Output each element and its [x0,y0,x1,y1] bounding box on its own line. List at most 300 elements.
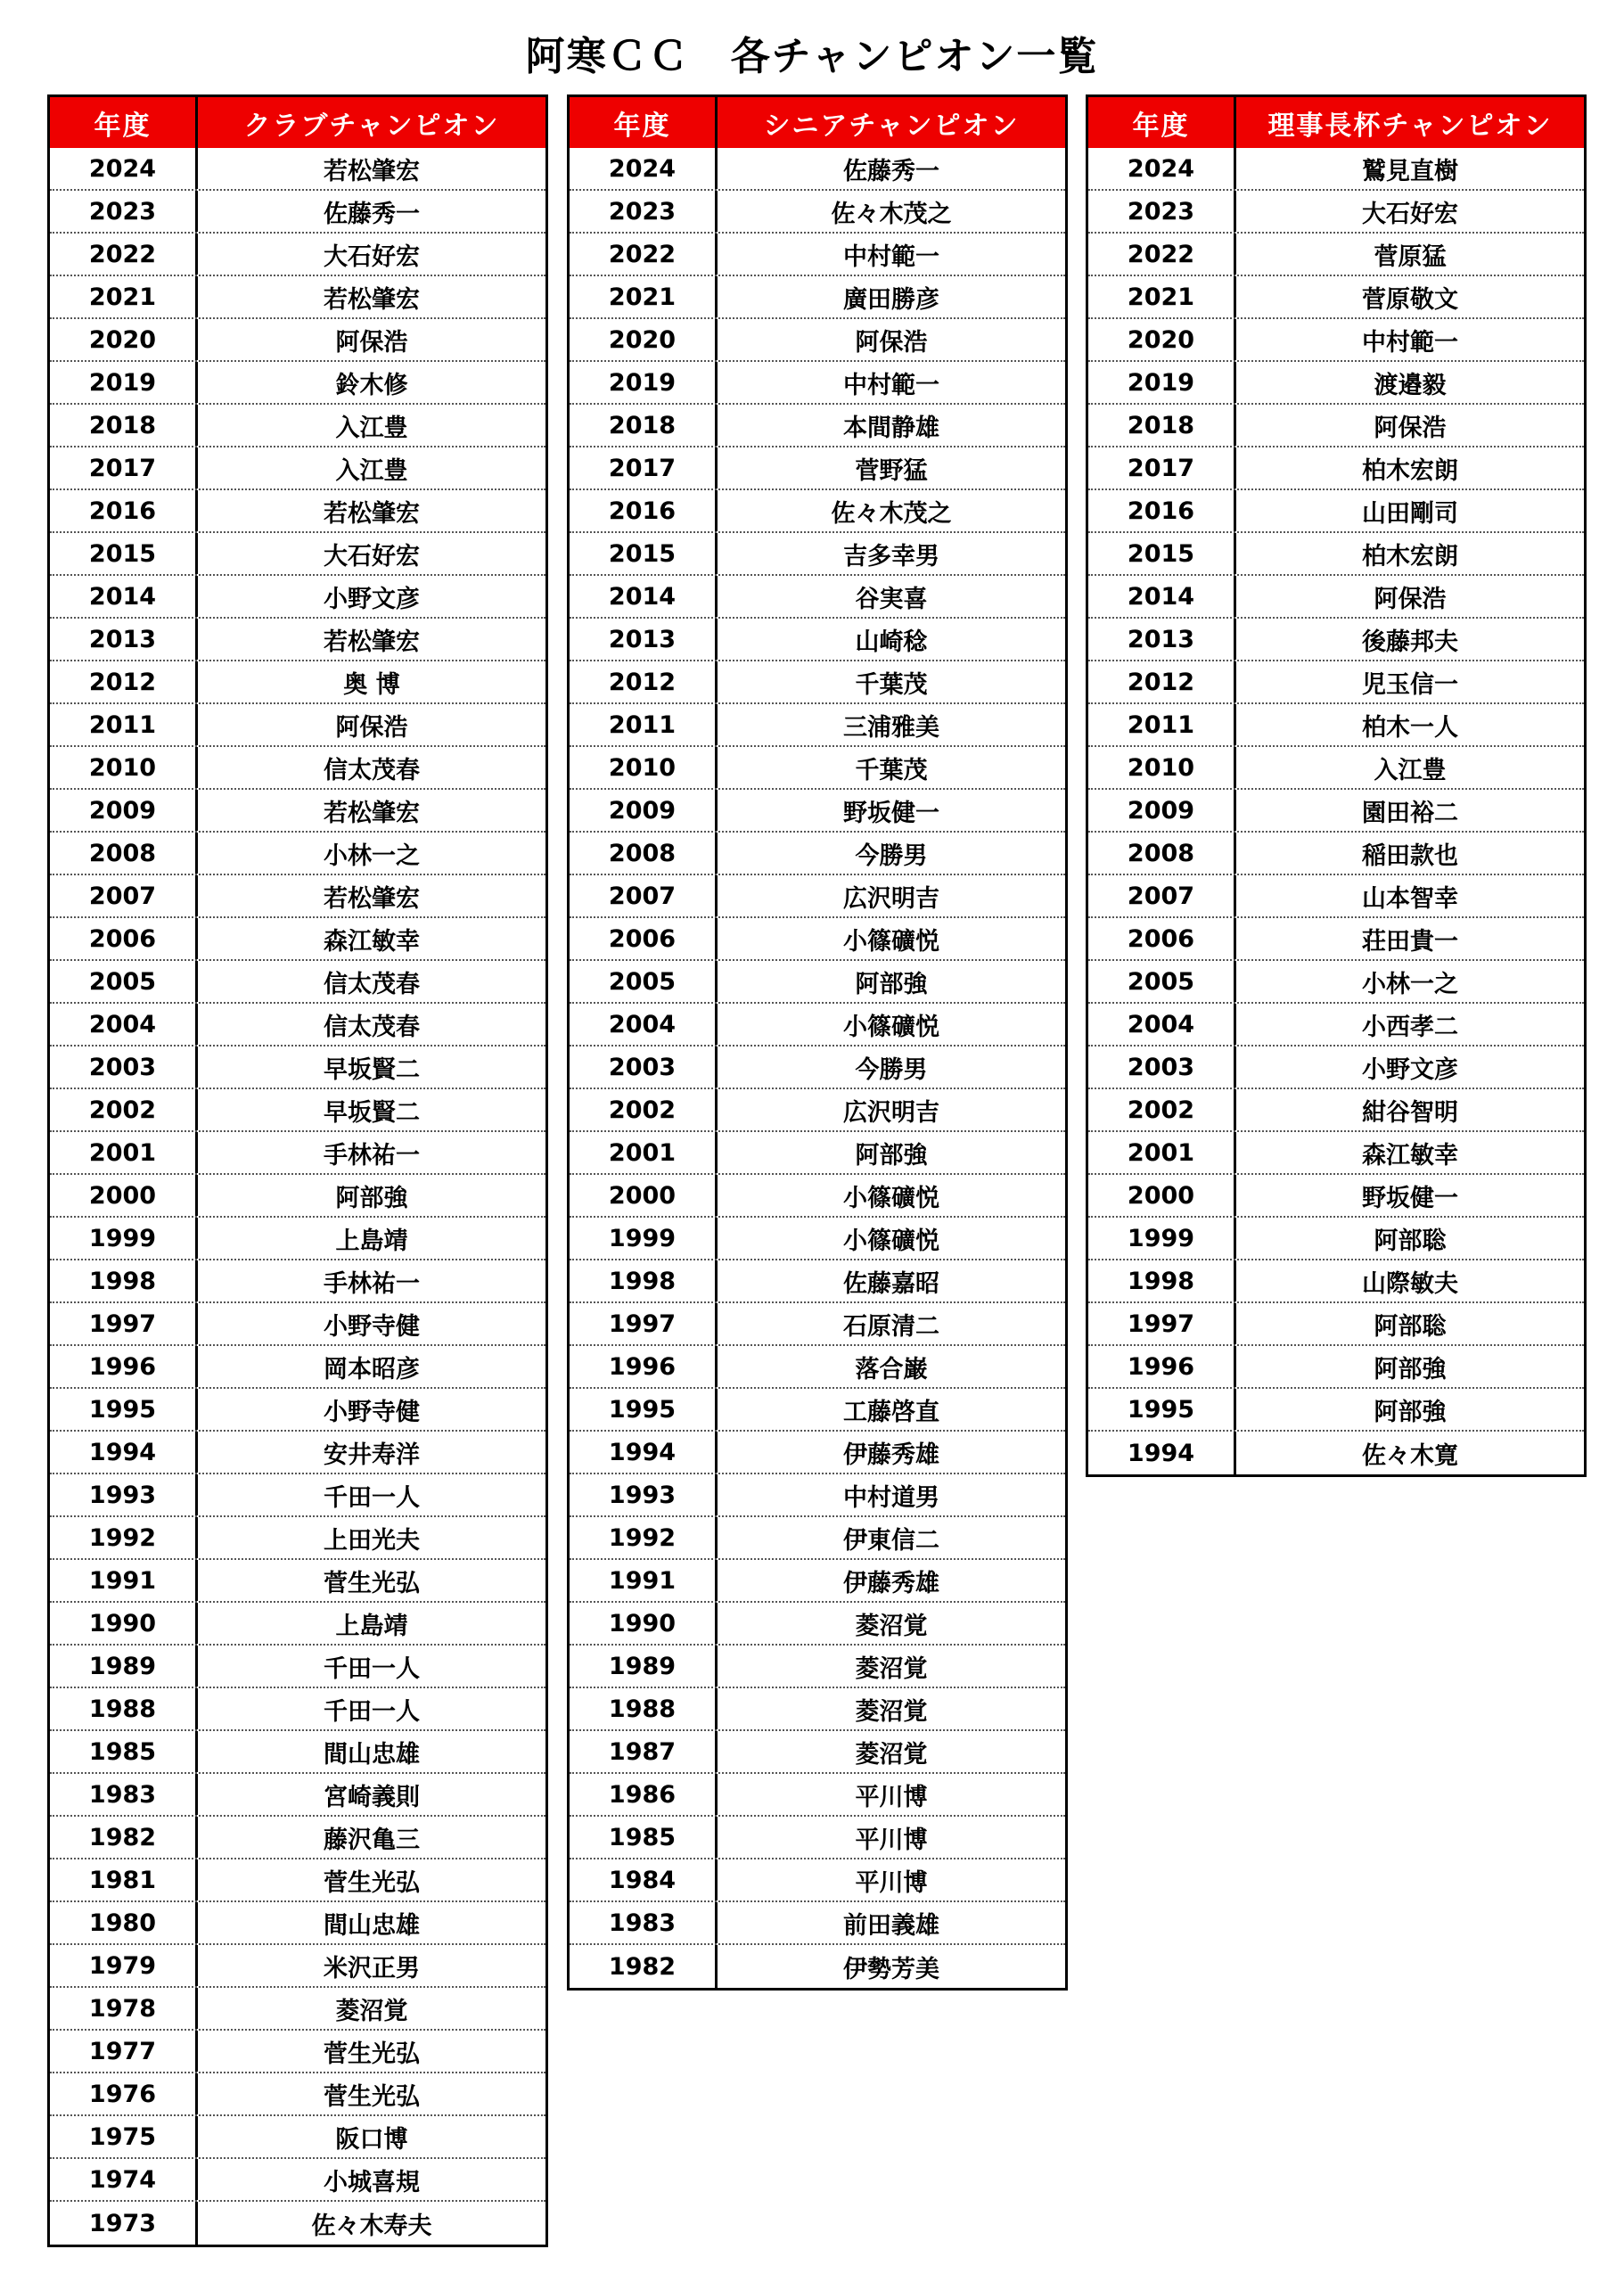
table-row [1088,1346,1584,1389]
year-cell: 2014 [1088,576,1236,617]
year-cell: 1992 [50,1517,198,1558]
champion-name-cell: 入江豊 [335,414,408,442]
champion-name-cell: 荘田貴一 [1362,927,1458,956]
table-row [50,918,545,961]
year-cell: 2008 [570,833,718,874]
table-row [50,833,545,875]
year-cell: 2024 [570,148,718,189]
champion-name-cell: 落合巌 [855,1355,928,1383]
table-row [570,1389,1065,1432]
champion-name-cell: 入江豊 [335,456,408,485]
year-cell: 2008 [50,833,198,874]
table-row [570,704,1065,747]
year-cell: 2007 [570,875,718,916]
champion-name-cell: 阿部強 [855,970,928,998]
champion-name-cell: 千田一人 [324,1654,420,1683]
table-row [1088,490,1584,533]
champion-name-cell: 早坂賢二 [324,1055,420,1084]
champion-name-cell: 今勝男 [855,841,928,870]
year-cell: 1982 [570,1945,718,1988]
year-cell: 1988 [50,1688,198,1729]
year-cell: 1981 [50,1859,198,1900]
champion-name-cell: 阿部強 [335,1184,408,1212]
champion-name-cell: 千田一人 [324,1483,420,1512]
year-cell: 2022 [1088,234,1236,275]
table-row [50,1774,545,1817]
champion-name-cell: 森江敏幸 [324,927,420,956]
table-row [570,533,1065,576]
table-row [50,276,545,319]
table-row [1088,1218,1584,1260]
year-cell: 1993 [570,1474,718,1515]
table-row [1088,875,1584,918]
table-row [1088,1303,1584,1346]
table-row [1088,747,1584,790]
champion-name-cell: 菅野猛 [855,456,928,485]
year-cell: 1997 [570,1303,718,1344]
table-row [50,2202,545,2245]
table-row [1088,1389,1584,1432]
champion-name-cell: 若松肇宏 [324,499,420,528]
year-cell: 1999 [50,1218,198,1259]
year-cell: 2001 [1088,1132,1236,1173]
champion-name-cell: 本間静雄 [843,414,939,442]
year-cell: 2005 [50,961,198,1002]
champion-name-cell: 広沢明吉 [843,1098,939,1127]
year-cell: 2013 [570,619,718,660]
champion-name-cell: 菅生光弘 [324,1569,420,1597]
table-row [50,405,545,447]
table-row [50,661,545,704]
champion-name-cell: 菱沼覚 [855,1612,928,1640]
table-row [50,790,545,833]
year-cell: 2003 [570,1047,718,1088]
year-cell: 1996 [570,1346,718,1387]
champion-name-cell: 山際敏夫 [1362,1269,1458,1298]
table-row [50,1260,545,1303]
year-cell: 2023 [570,191,718,232]
table-row [50,1945,545,1988]
champion-name-cell: 上島靖 [335,1227,408,1255]
champion-name-cell: 石原清二 [843,1312,939,1341]
year-cell: 2019 [570,362,718,403]
year-cell: 2012 [570,661,718,702]
champion-name-cell: 千葉茂 [855,670,928,699]
year-cell: 2011 [50,704,198,745]
year-cell: 2016 [50,490,198,531]
year-cell: 2000 [50,1175,198,1216]
table-row [570,1646,1065,1688]
year-cell: 1989 [50,1646,198,1687]
table-row [570,405,1065,447]
year-cell: 2005 [1088,961,1236,1002]
champion-name-cell: 小城喜規 [324,2168,420,2196]
table-row [50,447,545,490]
table-row [570,490,1065,533]
champion-name-cell: 藤沢亀三 [324,1826,420,1854]
table-row [570,576,1065,619]
champion-name-cell: 佐々木寿夫 [311,2212,432,2240]
year-cell: 1992 [570,1517,718,1558]
champion-name-cell: 岡本昭彦 [324,1355,420,1383]
table-row [50,1047,545,1089]
table-row [570,1175,1065,1218]
year-cell: 1991 [570,1560,718,1601]
year-cell: 2022 [570,234,718,275]
champion-name-cell: 菅原猛 [1374,242,1447,271]
champion-name-cell: 若松肇宏 [324,884,420,913]
table-row [50,1004,545,1047]
year-cell: 1986 [570,1774,718,1815]
year-cell: 2007 [1088,875,1236,916]
champion-name-cell: 宮崎義則 [324,1783,420,1811]
year-cell: 2002 [50,1089,198,1130]
year-cell: 1994 [1088,1432,1236,1474]
page-title: 阿寒ＣＣ 各チャンピオン一覧 [525,34,1099,79]
header-club-champion: クラブチャンピオン [243,110,500,142]
year-cell: 2000 [1088,1175,1236,1216]
table-row [1088,1260,1584,1303]
year-cell: 1998 [50,1260,198,1301]
champion-name-cell: 阿部強 [1374,1398,1447,1426]
year-cell: 1995 [570,1389,718,1430]
champion-name-cell: 奥 博 [343,670,400,699]
year-cell: 2018 [50,405,198,446]
champion-name-cell: 大石好宏 [324,242,420,271]
year-cell: 2001 [50,1132,198,1173]
champion-name-cell: 阿保浩 [1374,414,1447,442]
table-row [570,1047,1065,1089]
year-cell: 2023 [50,191,198,232]
year-cell: 2019 [1088,362,1236,403]
year-cell: 1975 [50,2116,198,2157]
champion-name-cell: 小篠礦悦 [843,927,939,956]
table-row [50,1988,545,2031]
table-row [1088,319,1584,362]
table-row [570,1132,1065,1175]
champion-name-cell: 阿部聡 [1374,1227,1447,1255]
year-cell: 1994 [50,1432,198,1473]
table-row [1088,1047,1584,1089]
year-cell: 2001 [570,1132,718,1173]
table-row [50,704,545,747]
champion-name-cell: 間山忠雄 [324,1740,420,1769]
table-row [570,1004,1065,1047]
champion-name-cell: 伊藤秀雄 [843,1569,939,1597]
champion-name-cell: 佐藤秀一 [324,200,420,228]
chairman-cup-champion-table [1086,94,1587,1477]
year-cell: 1985 [570,1817,718,1858]
champion-name-cell: 伊東信二 [843,1526,939,1555]
champion-name-cell: 若松肇宏 [324,285,420,314]
header-chairman-cup-champion: 理事長杯チャンピオン [1267,110,1553,142]
year-cell: 1995 [50,1389,198,1430]
champion-name-cell: 園田裕二 [1362,799,1458,827]
year-cell: 1987 [570,1731,718,1772]
year-cell: 2012 [50,661,198,702]
champion-name-cell: 菱沼覚 [855,1654,928,1683]
year-cell: 2013 [1088,619,1236,660]
champion-name-cell: 野坂健一 [1362,1184,1458,1212]
year-cell: 2011 [1088,704,1236,745]
champion-name-cell: 平川博 [855,1783,928,1811]
table-row [570,148,1065,191]
table-row [570,619,1065,661]
table-row [1088,704,1584,747]
champion-name-cell: 米沢正男 [324,1954,420,1982]
champion-name-cell: 小篠礦悦 [843,1184,939,1212]
year-cell: 1979 [50,1945,198,1986]
champion-name-cell: 吉多幸男 [843,542,939,570]
champion-name-cell: 小篠礦悦 [843,1013,939,1041]
year-cell: 2002 [570,1089,718,1130]
year-cell: 2015 [50,533,198,574]
champion-name-cell: 中村範一 [843,371,939,399]
champion-name-cell: 小野文彦 [1362,1055,1458,1084]
table-row [50,1560,545,1603]
champion-name-cell: 手林祐一 [324,1269,420,1298]
table-row [50,1817,545,1859]
champion-name-cell: 若松肇宏 [324,157,420,185]
table-row [50,1175,545,1218]
year-cell: 2013 [50,619,198,660]
table-row [570,1859,1065,1902]
champion-name-cell: 菱沼覚 [855,1740,928,1769]
table-row [50,961,545,1004]
table-row [50,619,545,661]
year-cell: 1983 [50,1774,198,1815]
table-row [50,1389,545,1432]
year-cell: 2020 [1088,319,1236,360]
champion-name-cell: 入江豊 [1374,756,1447,784]
year-cell: 1995 [1088,1389,1236,1430]
champion-name-cell: 阿保浩 [335,328,408,357]
year-cell: 1980 [50,1902,198,1943]
table-row [50,576,545,619]
table-row [570,1945,1065,1988]
year-cell: 2018 [570,405,718,446]
table-row [50,191,545,234]
champion-name-cell: 前田義雄 [843,1911,939,1940]
champion-name-cell: 廣田勝彦 [843,285,939,314]
header-year: 年度 [50,97,198,148]
year-cell: 2021 [1088,276,1236,317]
champion-name-cell: 中村範一 [843,242,939,271]
table-row [570,1603,1065,1646]
table-row [50,1474,545,1517]
year-cell: 2021 [50,276,198,317]
table-header [570,97,1065,148]
champion-name-cell: 渡邉毅 [1374,371,1447,399]
table-row [570,234,1065,276]
year-cell: 1997 [50,1303,198,1344]
champion-name-cell: 小野寺健 [324,1398,420,1426]
champion-name-cell: 信太茂春 [324,970,420,998]
table-row [50,1346,545,1389]
table-row [50,1517,545,1560]
table-row [1088,148,1584,191]
table-row [50,2159,545,2202]
year-cell: 2018 [1088,405,1236,446]
table-row [570,191,1065,234]
table-row [1088,1089,1584,1132]
year-cell: 2017 [50,447,198,488]
table-row [50,1432,545,1474]
champion-name-cell: 今勝男 [855,1055,928,1084]
table-row [1088,918,1584,961]
table-row [1088,533,1584,576]
champion-name-cell: 小篠礦悦 [843,1227,939,1255]
table-row [1088,234,1584,276]
table-row [1088,405,1584,447]
table-row [570,362,1065,405]
year-cell: 2008 [1088,833,1236,874]
year-cell: 1982 [50,1817,198,1858]
table-header [1088,97,1584,148]
year-cell: 2004 [570,1004,718,1045]
champion-name-cell: 菱沼覚 [335,1997,408,2025]
year-cell: 1976 [50,2073,198,2114]
champion-name-cell: 阿保浩 [335,713,408,742]
table-row [570,1346,1065,1389]
header-year: 年度 [570,97,718,148]
year-cell: 1999 [570,1218,718,1259]
year-cell: 2007 [50,875,198,916]
champion-name-cell: 柏木宏朗 [1362,542,1458,570]
year-cell: 2011 [570,704,718,745]
table-row [50,2116,545,2159]
table-row [1088,191,1584,234]
champion-name-cell: 菅生光弘 [324,2082,420,2111]
year-cell: 2012 [1088,661,1236,702]
year-cell: 2020 [50,319,198,360]
year-cell: 2020 [570,319,718,360]
table-row [50,1603,545,1646]
year-cell: 2015 [1088,533,1236,574]
year-cell: 2006 [1088,918,1236,959]
table-row [50,1859,545,1902]
year-cell: 2004 [50,1004,198,1045]
table-row [570,1303,1065,1346]
senior-champion-table [567,94,1068,1991]
year-cell: 2015 [570,533,718,574]
year-cell: 1999 [1088,1218,1236,1259]
champion-name-cell: 広沢明吉 [843,884,939,913]
table-row [570,1517,1065,1560]
year-cell: 1974 [50,2159,198,2200]
table-row [50,490,545,533]
champion-name-cell: 谷実喜 [855,585,928,613]
year-cell: 2014 [50,576,198,617]
year-cell: 2006 [570,918,718,959]
year-cell: 2006 [50,918,198,959]
table-row [570,661,1065,704]
champion-name-cell: 阿保浩 [855,328,928,357]
champion-name-cell: 阿部聡 [1374,1312,1447,1341]
table-row [50,2073,545,2116]
champion-name-cell: 阿部強 [1374,1355,1447,1383]
champion-name-cell: 紺谷智明 [1362,1098,1458,1127]
year-cell: 2004 [1088,1004,1236,1045]
table-row [570,961,1065,1004]
year-cell: 2017 [570,447,718,488]
year-cell: 1996 [1088,1346,1236,1387]
year-cell: 2019 [50,362,198,403]
champion-name-cell: 鷲見直樹 [1362,157,1458,185]
year-cell: 2009 [1088,790,1236,831]
champion-name-cell: 小林一之 [1362,970,1458,998]
table-row [570,1688,1065,1731]
champion-name-cell: 菅原敬文 [1362,285,1458,314]
table-row [1088,276,1584,319]
table-row [570,1774,1065,1817]
champion-name-cell: 鈴木修 [335,371,408,399]
champion-name-cell: 稲田款也 [1362,841,1458,870]
table-row [570,918,1065,961]
year-cell: 2005 [570,961,718,1002]
champion-name-cell: 佐々木茂之 [831,499,952,528]
year-cell: 1989 [570,1646,718,1687]
champion-name-cell: 山田剛司 [1362,499,1458,528]
year-cell: 2014 [570,576,718,617]
year-cell: 2021 [570,276,718,317]
year-cell: 1996 [50,1346,198,1387]
champion-name-cell: 大石好宏 [324,542,420,570]
table-row [570,1089,1065,1132]
champion-name-cell: 三浦雅美 [843,713,939,742]
table-header [50,97,545,148]
champion-name-cell: 後藤邦夫 [1362,628,1458,656]
champion-name-cell: 中村道男 [843,1483,939,1512]
champion-name-cell: 阪口博 [335,2125,408,2154]
table-row [50,875,545,918]
year-cell: 2016 [570,490,718,531]
year-cell: 2002 [1088,1089,1236,1130]
year-cell: 1973 [50,2202,198,2245]
table-row [50,319,545,362]
champion-name-cell: 平川博 [855,1826,928,1854]
table-row [570,1902,1065,1945]
champion-name-cell: 工藤啓直 [843,1398,939,1426]
table-row [50,747,545,790]
table-row [570,319,1065,362]
champion-name-cell: 佐々木茂之 [831,200,952,228]
table-row [1088,661,1584,704]
champion-name-cell: 佐藤嘉昭 [843,1269,939,1298]
table-row [50,1731,545,1774]
champion-name-cell: 若松肇宏 [324,799,420,827]
table-row [570,1432,1065,1474]
year-cell: 2003 [1088,1047,1236,1088]
table-row [570,1260,1065,1303]
table-row [50,2031,545,2073]
champion-name-cell: 平川博 [855,1868,928,1897]
table-row [570,747,1065,790]
header-senior-champion: シニアチャンピオン [763,110,1020,142]
table-row [1088,1175,1584,1218]
table-row [50,1132,545,1175]
year-cell: 1997 [1088,1303,1236,1344]
table-row [50,1089,545,1132]
table-row [570,276,1065,319]
table-row [50,1218,545,1260]
champion-name-cell: 上田光夫 [324,1526,420,1555]
year-cell: 1998 [1088,1260,1236,1301]
table-row [50,148,545,191]
year-cell: 1984 [570,1859,718,1900]
year-cell: 1988 [570,1688,718,1729]
year-cell: 1985 [50,1731,198,1772]
